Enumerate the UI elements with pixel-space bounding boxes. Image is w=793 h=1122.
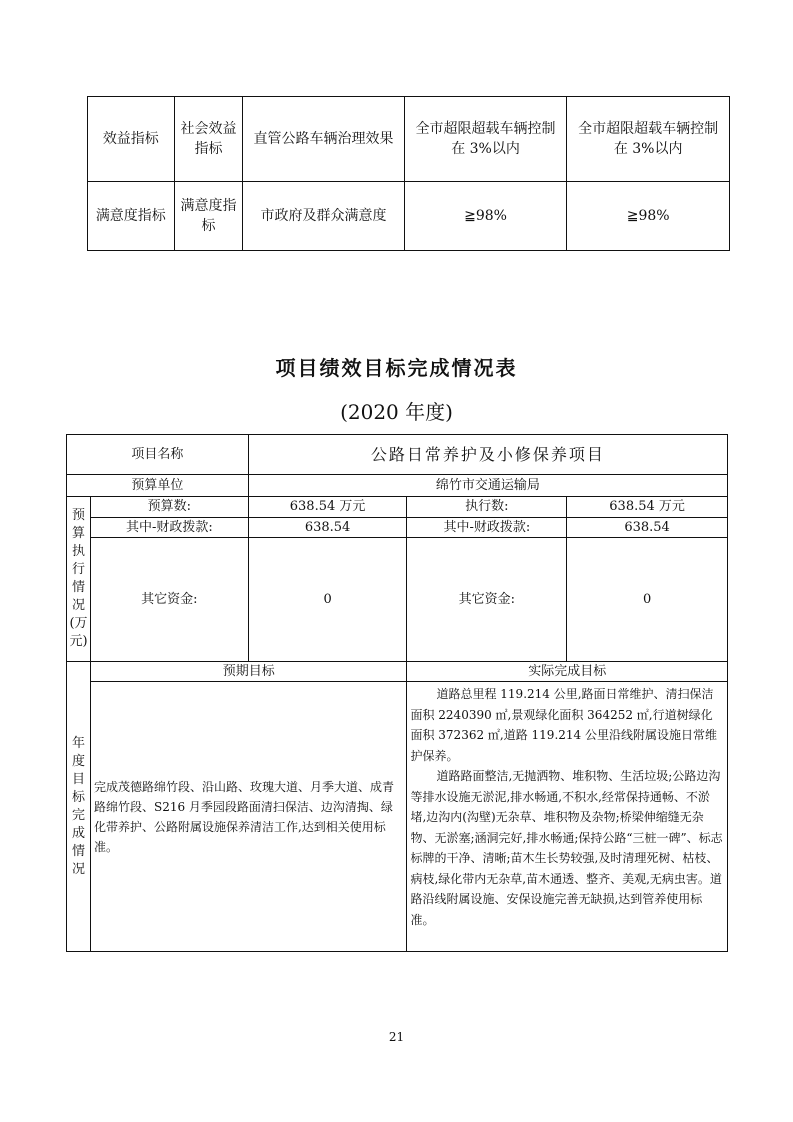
blank-cell (64, 97, 87, 182)
execution-other-funds-value: 0 (567, 538, 728, 662)
indicator-level3: 直管公路车辆治理效果 (243, 97, 405, 182)
page-number: 21 (388, 1030, 405, 1044)
indicator-level3: 市政府及群众满意度 (243, 182, 405, 251)
budget-execution-side-label: 预算执行情况(万元) (67, 497, 91, 662)
execution-amount-label: 执行数: (407, 497, 567, 518)
project-name-label: 项目名称 (67, 435, 249, 475)
budget-amount-label: 预算数: (90, 497, 248, 518)
budget-other-funds-value: 0 (248, 538, 407, 662)
budget-amount-value: 638.54 万元 (248, 497, 407, 518)
project-performance-table (66, 434, 728, 952)
budget-unit-value: 绵竹市交通运输局 (248, 475, 727, 497)
performance-indicator-table-fragment (64, 96, 730, 251)
indicator-actual: ≧98% (567, 182, 730, 251)
document-title: 项目绩效目标完成情况表 (275, 356, 518, 380)
budget-fiscal-label: 其中-财政拨款: (90, 518, 248, 538)
budget-fiscal-value: 638.54 (248, 518, 407, 538)
execution-amount-value: 638.54 万元 (567, 497, 728, 518)
actual-goal-text (407, 682, 728, 952)
indicator-level1: 满意度指标 (87, 182, 174, 251)
actual-goal-paragraph-2: 道路路面整洁,无抛洒物、堆积物、生活垃圾;公路边沟等排水设施无淤泥,排水畅通,不积水,经常保持通畅、不淤堵,边沟内(沟壁)无杂草、堆积物及杂物;桥梁伸缩缝无杂物、无淤塞;涵洞完好,排水畅通;保持公路“三桩一碑”、标志标牌的干净、清晰;苗木生长势较强,及时清理死树、枯枝、病枝,绿化带内无杂草,苗木通透、整齐、美观,无病虫害。道路沿线附属设施、安保设施完善无缺损,达到管养使用标准。 (410, 769, 723, 927)
blank-cell (64, 182, 87, 251)
annual-goal-side-label: 年度目标完成情况 (67, 662, 91, 952)
actual-goal-paragraph-1: 道路总里程 119.214 公里,路面日常维护、清扫保洁面积 2240390 ㎡,景观绿化面积 364252 ㎡,行道树绿化面积 372362 ㎡,道路 119.214 公里沿线附属设施日常维护保养。 (410, 687, 717, 763)
indicator-target: ≧98% (404, 182, 567, 251)
indicator-actual: 全市超限超载车辆控制在 3%以内 (567, 97, 730, 182)
actual-goal-header: 实际完成目标 (407, 662, 728, 682)
execution-fiscal-label: 其中-财政拨款: (407, 518, 567, 538)
execution-fiscal-value: 638.54 (567, 518, 728, 538)
indicator-level2: 社会效益指标 (174, 97, 242, 182)
indicator-level1: 效益指标 (87, 97, 174, 182)
budget-unit-label: 预算单位 (67, 475, 249, 497)
expected-goal-header: 预期目标 (90, 662, 406, 682)
project-name-value: 公路日常养护及小修保养项目 (248, 435, 727, 475)
indicator-level2: 满意度指标 (174, 182, 242, 251)
execution-other-funds-label: 其它资金: (407, 538, 567, 662)
document-year: (2020 年度) (340, 400, 453, 424)
budget-other-funds-label: 其它资金: (90, 538, 248, 662)
expected-goal-text: 完成茂德路绵竹段、沿山路、玫瑰大道、月季大道、成青路绵竹段、S216 月季园段路面清扫保洁、边沟清掏、绿化带养护、公路附属设施保养清洁工作,达到相关使用标准。 (90, 682, 406, 952)
indicator-target: 全市超限超载车辆控制在 3%以内 (404, 97, 567, 182)
